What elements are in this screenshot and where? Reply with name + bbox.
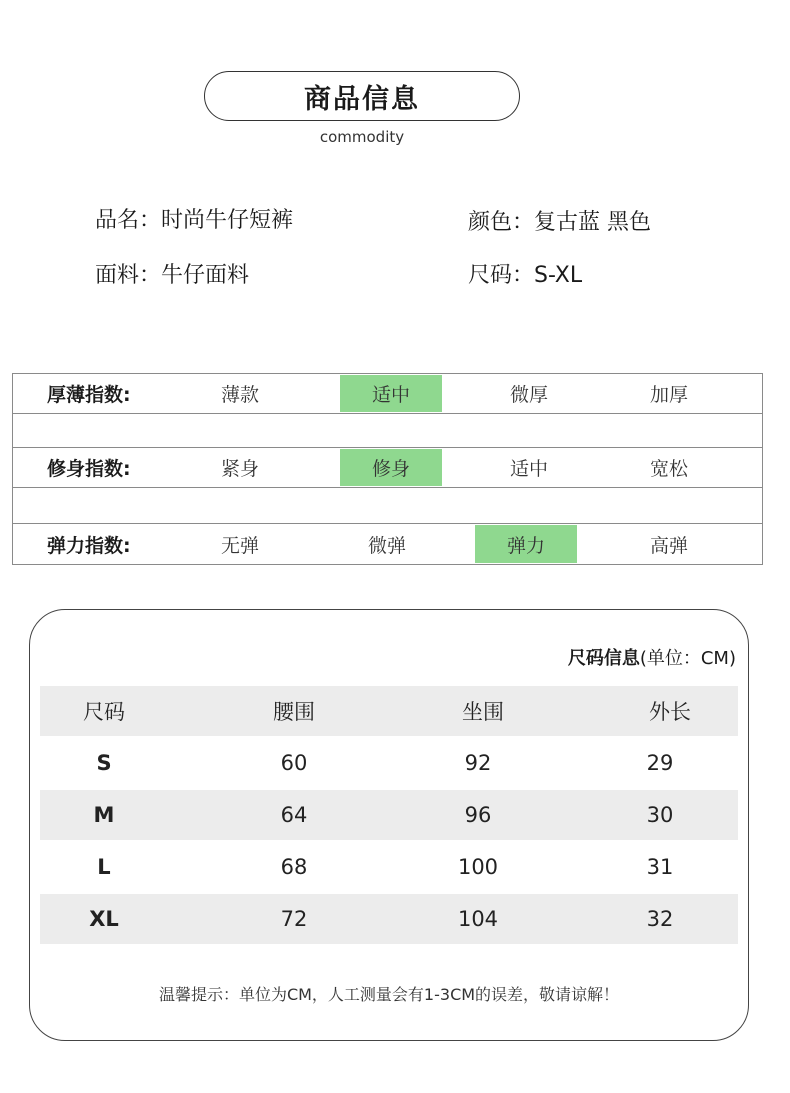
value-cell: 30	[646, 803, 674, 827]
value-cell: 96	[464, 803, 492, 827]
value-cell: 32	[646, 907, 674, 931]
index-option-selected: 适中	[340, 375, 442, 412]
header-cell: 外长	[649, 700, 691, 724]
index-row-fit	[13, 448, 762, 488]
size-info-title	[568, 644, 736, 670]
value-cell: 60	[280, 751, 308, 775]
section-title	[204, 71, 520, 121]
value-cell: 31	[646, 855, 674, 879]
value-cell: 64	[280, 803, 308, 827]
index-option: 高弹	[649, 534, 688, 557]
index-table	[12, 373, 763, 565]
index-option: 微弹	[367, 534, 406, 557]
size-cell: L	[97, 855, 111, 879]
table-row	[40, 738, 738, 788]
product-size: 尺码：S-XL	[468, 263, 583, 288]
product-fabric: 面料：牛仔面料	[95, 263, 250, 288]
header-cell: 尺码	[83, 700, 125, 724]
value-cell: 29	[646, 751, 674, 775]
table-row	[40, 842, 738, 892]
value-cell: 100	[457, 855, 499, 879]
table-row	[40, 894, 738, 944]
index-spacer-row	[13, 488, 762, 524]
value-cell: 68	[280, 855, 308, 879]
product-name: 品名：时尚牛仔短裤	[95, 208, 294, 233]
index-row-thickness	[13, 374, 762, 414]
header-cell: 坐围	[462, 700, 504, 724]
index-option: 薄款	[220, 384, 259, 406]
table-row	[40, 790, 738, 840]
size-info-card	[29, 609, 749, 1041]
size-info-unit: (单位：CM)	[639, 648, 736, 669]
index-option: 适中	[509, 458, 548, 480]
index-option: 无弹	[220, 534, 259, 557]
index-label: 修身指数:	[47, 458, 131, 480]
size-info-title-main: 尺码信息	[567, 648, 640, 669]
product-color: 颜色：复古蓝 黑色	[468, 210, 651, 235]
index-option-selected: 弹力	[475, 525, 577, 563]
index-option-selected: 修身	[340, 449, 442, 486]
index-option: 紧身	[220, 458, 259, 480]
size-cell: M	[93, 803, 115, 827]
size-table-header	[40, 686, 738, 736]
index-option: 宽松	[649, 458, 688, 480]
index-row-elasticity	[13, 524, 762, 564]
index-spacer-row	[13, 414, 762, 448]
section-subtitle: commodity	[319, 128, 405, 146]
value-cell: 72	[280, 907, 308, 931]
measurement-note: 温馨提示：单位为CM，人工测量会有1-3CM的误差，敬请谅解！	[158, 985, 620, 1004]
header-cell: 腰围	[273, 700, 315, 724]
index-label: 厚薄指数:	[47, 384, 131, 406]
section-title-text: 商品信息	[304, 83, 420, 115]
size-cell: S	[96, 751, 112, 775]
value-cell: 92	[464, 751, 492, 775]
value-cell: 104	[457, 907, 499, 931]
index-option: 微厚	[509, 384, 548, 406]
size-cell: XL	[89, 907, 119, 931]
index-label: 弹力指数:	[47, 534, 131, 557]
index-option: 加厚	[649, 384, 688, 406]
